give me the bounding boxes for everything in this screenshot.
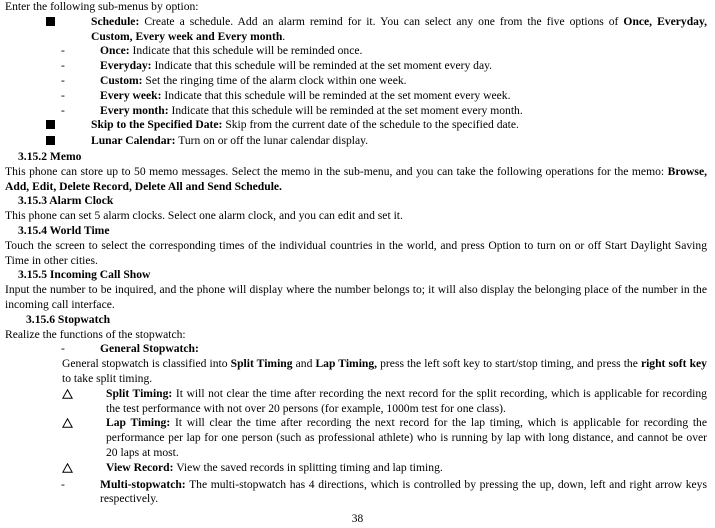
dash-bullet: - (61, 342, 65, 356)
sub-option-custom: - Custom: Set the ringing time of the alarm clock within one week. (5, 74, 707, 89)
dash-bullet: - (61, 88, 65, 102)
dash-bullet: - (61, 44, 65, 58)
square-bullet-icon (5, 134, 91, 150)
dash-bullet: - (61, 59, 65, 73)
sub-option-everyday: - Everyday: Indicate that this schedule will be reminded at the set moment every day. (5, 59, 707, 74)
page-number: 38 (351, 513, 364, 526)
general-stopwatch-text: General stopwatch is classified into Split Timing and Lap Timing, press the left soft key to start/stop timing, and press the right soft key to take split timing. (62, 357, 707, 385)
dash-bullet: - (61, 103, 65, 117)
heading-incoming-call-show: 3.15.5 Incoming Call Show (18, 268, 151, 282)
heading-world-time: 3.15.4 World Time (18, 223, 110, 237)
bullet-lunar-calendar: Lunar Calendar: Turn on or off the lunar calendar display. (5, 134, 707, 150)
schedule-text: Create a schedule. Add an alarm remind for it. You can select any one from the five options of (144, 14, 624, 28)
bullet-skip-date: Skip to the Specified Date: Skip from the current date of the schedule to the specified date. (5, 118, 707, 134)
sub-option-once: - Once: Indicate that this schedule will be reminded once. (5, 44, 707, 59)
schedule-label: Schedule: (91, 14, 140, 28)
heading-alarm-clock: 3.15.3 Alarm Clock (18, 194, 114, 208)
lap-timing-item: Lap Timing: It will clear the time after recording the next record for the lap timing, which is applicable for recording the performance per lap for one person (such as professional athlete) who is running by lap with long distance, and cannot be over 20 laps at most. (5, 416, 707, 460)
stopwatch-intro: Realize the functions of the stopwatch: (5, 327, 186, 341)
heading-memo: 3.15.2 Memo (18, 149, 82, 163)
alarm-text: This phone can set 5 alarm clocks. Select one alarm clock, and you can edit and set it. (5, 209, 403, 223)
triangle-bullet-icon (5, 416, 106, 460)
world-time-text: Touch the screen to select the corresponding times of the individual countries in the world, and press Option to turn on or off Start Daylight Saving Time in other cities. (5, 238, 707, 267)
incoming-call-text: Input the number to be inquired, and the phone will display where the number belongs to; it will also display the belonging place of the number in the incoming call interface. (5, 283, 707, 311)
square-bullet-icon (5, 118, 91, 134)
intro-text: Enter the following sub-menus by option: (5, 0, 199, 13)
triangle-bullet-icon (5, 461, 106, 478)
schedule-options: Once, Everyday, Custom, Every week and Every month (91, 14, 707, 43)
view-record-item: View Record: View the saved records in splitting timing and lap timing. (5, 461, 707, 478)
bullet-schedule: Schedule: Create a schedule. Add an alarm remind for it. You can select any one from the five options of Once, Everyday, Custom, Every week and Every month. (5, 15, 707, 45)
split-timing-item: Split Timing: It will not clear the time after recording the next record for the split recording, which is applicable for recording the test performance with not over 20 persons (for example, 1000m test for one class). (5, 387, 707, 417)
general-stopwatch-item: - General Stopwatch: (5, 342, 707, 357)
sub-option-every-month: - Every month: Indicate that this schedule will be reminded at the set moment every month. (5, 104, 707, 119)
heading-stopwatch: 3.15.6 Stopwatch (26, 312, 111, 326)
multi-stopwatch-item: - Multi-stopwatch: The multi-stopwatch has 4 directions, which is controlled by pressing the up, down, left and right arrow keys respectively. (5, 478, 707, 508)
sub-option-every-week: - Every week: Indicate that this schedule will be reminded at the set moment every week. (5, 89, 707, 104)
memo-text: This phone can store up to 50 memo messages. Select the memo in the sub-menu, and you can take the following operations for the memo: Browse, Add, Edit, Delete Record, Delete All and Send Schedule. (5, 164, 707, 193)
dash-bullet: - (61, 73, 65, 87)
triangle-bullet-icon (5, 387, 106, 417)
square-bullet-icon (5, 15, 91, 45)
dash-bullet: - (61, 477, 65, 491)
